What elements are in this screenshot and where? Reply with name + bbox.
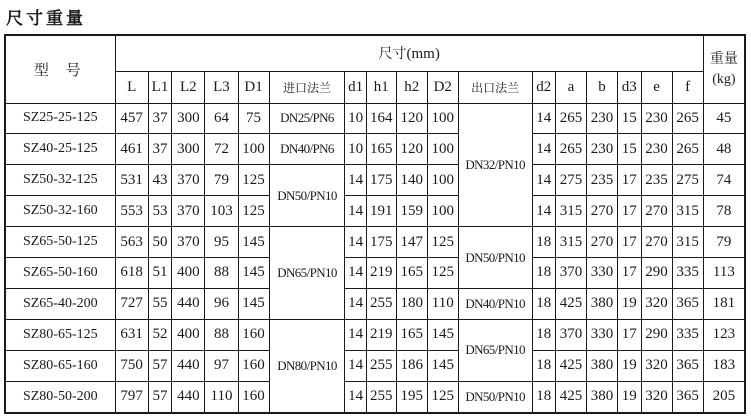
table-cell: 14 xyxy=(345,381,366,413)
table-cell: 797 xyxy=(115,381,148,413)
table-cell: 440 xyxy=(172,288,205,319)
column-header: h2 xyxy=(396,71,427,103)
column-header: L2 xyxy=(172,71,205,103)
table-cell: 18 xyxy=(532,258,556,289)
table-cell: 145 xyxy=(238,288,269,319)
table-cell: 400 xyxy=(172,319,205,350)
column-header: D2 xyxy=(427,71,458,103)
table-cell: 15 xyxy=(618,103,642,134)
table-cell: 14 xyxy=(532,103,556,134)
table-cell: 230 xyxy=(587,103,618,134)
weight-cell: 123 xyxy=(703,319,745,350)
table-cell: 440 xyxy=(172,350,205,381)
outlet-flange-cell: DN40/PN10 xyxy=(458,288,532,319)
table-cell: 275 xyxy=(556,165,587,196)
table-cell: 18 xyxy=(532,381,556,413)
weight-header xyxy=(703,35,745,103)
table-cell: 57 xyxy=(148,381,172,413)
table-cell: 165 xyxy=(366,134,396,165)
table-cell: 18 xyxy=(532,227,556,258)
outlet-flange-cell: DN32/PN10 xyxy=(458,103,532,227)
table-cell: 219 xyxy=(366,258,396,289)
table-cell: 125 xyxy=(427,258,458,289)
table-cell: 370 xyxy=(172,196,205,227)
table-row xyxy=(5,258,745,289)
table-cell: 255 xyxy=(366,381,396,413)
table-cell: 53 xyxy=(148,196,172,227)
table-cell: 160 xyxy=(238,381,269,413)
column-header: L1 xyxy=(148,71,172,103)
column-header: a xyxy=(556,71,587,103)
table-row xyxy=(5,227,745,258)
table-cell: 315 xyxy=(556,196,587,227)
table-cell: 265 xyxy=(556,103,587,134)
table-cell: 380 xyxy=(587,381,618,413)
table-cell: 553 xyxy=(115,196,148,227)
table-cell: 631 xyxy=(115,319,148,350)
table-cell: 18 xyxy=(532,350,556,381)
table-row xyxy=(5,288,745,319)
column-header: d3 xyxy=(618,71,642,103)
table-row xyxy=(5,134,745,165)
inlet-flange-cell: DN80/PN10 xyxy=(269,319,345,413)
outlet-flange-cell: DN50/PN10 xyxy=(458,381,532,413)
table-cell: 145 xyxy=(238,227,269,258)
table-cell: 19 xyxy=(618,381,642,413)
table-cell: 96 xyxy=(205,288,238,319)
table-cell: 457 xyxy=(115,103,148,134)
table-cell: 147 xyxy=(396,227,427,258)
table-cell: 17 xyxy=(618,227,642,258)
table-cell: 14 xyxy=(345,196,366,227)
table-cell: 727 xyxy=(115,288,148,319)
table-cell: 365 xyxy=(672,381,703,413)
column-header: h1 xyxy=(366,71,396,103)
table-cell: 145 xyxy=(427,319,458,350)
table-cell: 10 xyxy=(345,134,366,165)
model-cell: SZ65-40-200 xyxy=(5,288,115,319)
table-cell: 440 xyxy=(172,381,205,413)
table-cell: 51 xyxy=(148,258,172,289)
model-cell: SZ80-65-160 xyxy=(5,350,115,381)
table-cell: 125 xyxy=(427,227,458,258)
table-cell: 255 xyxy=(366,288,396,319)
table-cell: 175 xyxy=(366,227,396,258)
table-cell: 219 xyxy=(366,319,396,350)
table-cell: 425 xyxy=(556,381,587,413)
outlet-flange-cell: DN50/PN10 xyxy=(458,227,532,289)
table-cell: 140 xyxy=(396,165,427,196)
column-header: f xyxy=(672,71,703,103)
table-cell: 335 xyxy=(672,258,703,289)
table-cell: 120 xyxy=(396,134,427,165)
table-cell: 164 xyxy=(366,103,396,134)
table-cell: 275 xyxy=(672,165,703,196)
table-cell: 290 xyxy=(641,319,672,350)
table-cell: 425 xyxy=(556,288,587,319)
weight-cell: 79 xyxy=(703,227,745,258)
table-cell: 103 xyxy=(205,196,238,227)
weight-cell: 48 xyxy=(703,134,745,165)
table-cell: 14 xyxy=(532,196,556,227)
table-cell: 17 xyxy=(618,319,642,350)
table-cell: 14 xyxy=(345,288,366,319)
table-row xyxy=(5,350,745,381)
table-cell: 370 xyxy=(556,258,587,289)
model-cell: SZ65-50-160 xyxy=(5,258,115,289)
model-cell: SZ40-25-125 xyxy=(5,134,115,165)
table-cell: 14 xyxy=(345,319,366,350)
table-cell: 265 xyxy=(672,134,703,165)
table-cell: 365 xyxy=(672,350,703,381)
table-cell: 400 xyxy=(172,258,205,289)
table-cell: 37 xyxy=(148,103,172,134)
table-cell: 17 xyxy=(618,258,642,289)
weight-cell: 183 xyxy=(703,350,745,381)
table-cell: 110 xyxy=(427,288,458,319)
dimension-weight-table xyxy=(4,34,746,414)
table-cell: 315 xyxy=(556,227,587,258)
table-row xyxy=(5,165,745,196)
dimension-header-label: 尺寸 xyxy=(378,46,407,63)
table-cell: 100 xyxy=(427,134,458,165)
table-cell: 265 xyxy=(672,103,703,134)
column-header: D1 xyxy=(238,71,269,103)
table-cell: 186 xyxy=(396,350,427,381)
table-cell: 64 xyxy=(205,103,238,134)
weight-header-label: 重量 xyxy=(709,50,738,67)
table-cell: 17 xyxy=(618,196,642,227)
weight-cell: 113 xyxy=(703,258,745,289)
table-cell: 320 xyxy=(641,288,672,319)
table-cell: 175 xyxy=(366,165,396,196)
table-cell: 145 xyxy=(238,258,269,289)
table-row xyxy=(5,319,745,350)
model-cell: SZ50-32-160 xyxy=(5,196,115,227)
column-header: L3 xyxy=(205,71,238,103)
table-cell: 270 xyxy=(587,227,618,258)
table-cell: 370 xyxy=(172,165,205,196)
weight-cell: 181 xyxy=(703,288,745,319)
table-cell: 14 xyxy=(532,134,556,165)
inlet-flange-cell: DN50/PN10 xyxy=(269,165,345,227)
table-cell: 320 xyxy=(641,350,672,381)
dimension-header-unit: (mm) xyxy=(406,46,440,63)
table-cell: 52 xyxy=(148,319,172,350)
table-cell: 618 xyxy=(115,258,148,289)
table-cell: 100 xyxy=(427,165,458,196)
column-header: b xyxy=(587,71,618,103)
weight-cell: 205 xyxy=(703,381,745,413)
table-cell: 18 xyxy=(532,288,556,319)
table-cell: 37 xyxy=(148,134,172,165)
table-cell: 14 xyxy=(345,227,366,258)
table-cell: 100 xyxy=(427,103,458,134)
column-header: L xyxy=(115,71,148,103)
table-cell: 191 xyxy=(366,196,396,227)
table-cell: 165 xyxy=(396,319,427,350)
model-cell: SZ80-50-200 xyxy=(5,381,115,413)
column-header: 进口法兰 xyxy=(269,71,345,103)
table-cell: 100 xyxy=(238,134,269,165)
table-cell: 14 xyxy=(345,350,366,381)
table-cell: 195 xyxy=(396,381,427,413)
model-cell: SZ25-25-125 xyxy=(5,103,115,134)
table-cell: 14 xyxy=(345,258,366,289)
table-cell: 370 xyxy=(556,319,587,350)
table-cell: 72 xyxy=(205,134,238,165)
page-title: 尺寸重量 xyxy=(6,9,86,29)
table-cell: 125 xyxy=(238,196,269,227)
table-cell: 425 xyxy=(556,350,587,381)
table-cell: 270 xyxy=(641,227,672,258)
inlet-flange-cell: DN40/PN6 xyxy=(269,134,345,165)
table-cell: 159 xyxy=(396,196,427,227)
model-header: 型 号 xyxy=(5,35,115,103)
table-cell: 100 xyxy=(427,196,458,227)
table-cell: 79 xyxy=(205,165,238,196)
table-cell: 230 xyxy=(587,134,618,165)
column-header: d2 xyxy=(532,71,556,103)
column-header: e xyxy=(641,71,672,103)
table-row xyxy=(5,381,745,413)
table-cell: 461 xyxy=(115,134,148,165)
column-header: 出口法兰 xyxy=(458,71,532,103)
table-cell: 270 xyxy=(587,196,618,227)
table-cell: 110 xyxy=(205,381,238,413)
column-header: d1 xyxy=(345,71,366,103)
table-cell: 145 xyxy=(427,350,458,381)
table-cell: 19 xyxy=(618,288,642,319)
model-cell: SZ65-50-125 xyxy=(5,227,115,258)
table-cell: 120 xyxy=(396,103,427,134)
table-cell: 330 xyxy=(587,319,618,350)
inlet-flange-cell: DN25/PN6 xyxy=(269,103,345,134)
table-cell: 531 xyxy=(115,165,148,196)
table-cell: 255 xyxy=(366,350,396,381)
table-cell: 265 xyxy=(556,134,587,165)
weight-cell: 74 xyxy=(703,165,745,196)
table-cell: 125 xyxy=(238,165,269,196)
table-cell: 230 xyxy=(641,103,672,134)
table-cell: 10 xyxy=(345,103,366,134)
table-cell: 230 xyxy=(641,134,672,165)
table-cell: 370 xyxy=(172,227,205,258)
table-row xyxy=(5,103,745,134)
weight-cell: 45 xyxy=(703,103,745,134)
model-cell: SZ80-65-125 xyxy=(5,319,115,350)
table-cell: 320 xyxy=(641,381,672,413)
table-cell: 300 xyxy=(172,103,205,134)
table-cell: 235 xyxy=(587,165,618,196)
table-cell: 95 xyxy=(205,227,238,258)
table-cell: 97 xyxy=(205,350,238,381)
inlet-flange-cell: DN65/PN10 xyxy=(269,227,345,320)
table-cell: 235 xyxy=(641,165,672,196)
table-cell: 180 xyxy=(396,288,427,319)
table-row xyxy=(5,196,745,227)
table-cell: 315 xyxy=(672,227,703,258)
table-cell: 17 xyxy=(618,165,642,196)
table-cell: 563 xyxy=(115,227,148,258)
table-cell: 88 xyxy=(205,319,238,350)
table-cell: 88 xyxy=(205,258,238,289)
weight-header-unit: (kg) xyxy=(712,71,736,87)
table-cell: 14 xyxy=(345,165,366,196)
table-cell: 160 xyxy=(238,319,269,350)
table-cell: 290 xyxy=(641,258,672,289)
table-cell: 19 xyxy=(618,350,642,381)
table-cell: 15 xyxy=(618,134,642,165)
table-cell: 14 xyxy=(532,165,556,196)
table-cell: 55 xyxy=(148,288,172,319)
table-cell: 165 xyxy=(396,258,427,289)
table-cell: 270 xyxy=(641,196,672,227)
model-cell: SZ50-32-125 xyxy=(5,165,115,196)
table-cell: 43 xyxy=(148,165,172,196)
table-cell: 365 xyxy=(672,288,703,319)
table-cell: 300 xyxy=(172,134,205,165)
table-cell: 18 xyxy=(532,319,556,350)
table-cell: 330 xyxy=(587,258,618,289)
table-cell: 380 xyxy=(587,350,618,381)
table-cell: 57 xyxy=(148,350,172,381)
table-cell: 335 xyxy=(672,319,703,350)
table-cell: 75 xyxy=(238,103,269,134)
dimension-group-header xyxy=(115,35,703,71)
table-cell: 315 xyxy=(672,196,703,227)
table-cell: 125 xyxy=(427,381,458,413)
weight-cell: 78 xyxy=(703,196,745,227)
table-cell: 50 xyxy=(148,227,172,258)
table-cell: 160 xyxy=(238,350,269,381)
table-cell: 380 xyxy=(587,288,618,319)
table-cell: 750 xyxy=(115,350,148,381)
outlet-flange-cell: DN65/PN10 xyxy=(458,319,532,381)
